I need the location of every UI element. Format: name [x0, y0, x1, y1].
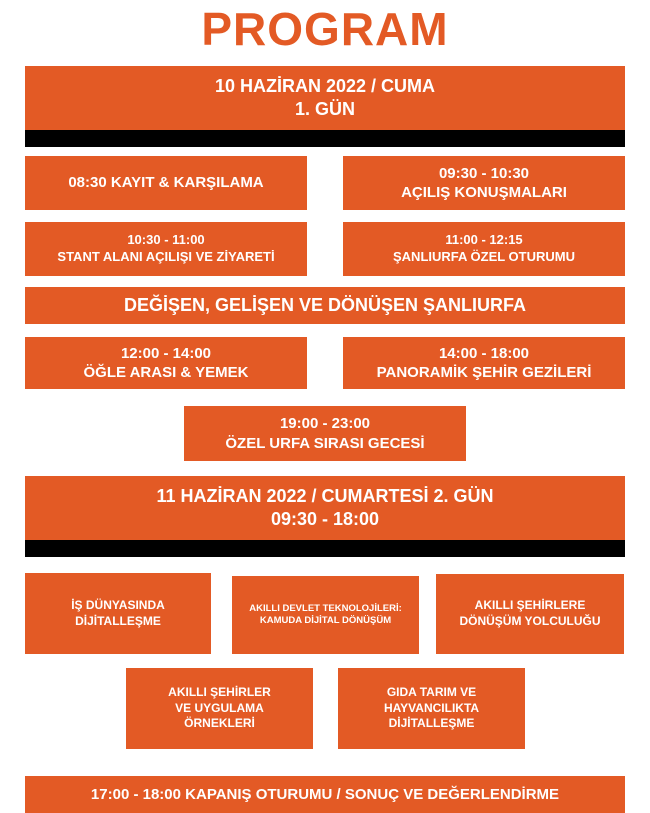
topic-smart-government	[232, 576, 419, 654]
day1-label: 1. GÜN	[294, 99, 355, 119]
day1-divider	[25, 130, 625, 147]
session-title: STANT ALANI AÇILIŞI VE ZİYARETİ	[57, 249, 275, 264]
topic-agri-digitalization	[338, 668, 525, 749]
day2-hours: 09:30 - 18:00	[270, 509, 380, 529]
session-time: 19:00 - 23:00	[279, 415, 371, 432]
day1-date: 10 HAZİRAN 2022 / CUMA	[214, 75, 436, 96]
topic-line: HAYVANCILIKTA	[383, 700, 480, 715]
topic-business-digitalization	[25, 573, 211, 654]
session-lunch	[25, 337, 307, 389]
page-title: PROGRAM	[201, 3, 449, 55]
session-evening	[184, 406, 466, 461]
day2-date: 11 HAZİRAN 2022 / CUMARTESİ 2. GÜN	[156, 485, 494, 506]
topic-line: ÖRNEKLERİ	[184, 716, 255, 731]
session-time: 10:30 - 11:00	[127, 232, 205, 248]
session-registration	[25, 156, 307, 210]
session-time: 08:30 KAYIT & KARŞILAMA	[68, 174, 264, 192]
session-time: 12:00 - 14:00	[120, 344, 212, 362]
session-title: ŞANLIURFA ÖZEL OTURUMU	[393, 249, 575, 264]
session-city-tours	[343, 337, 625, 389]
closing-session	[25, 776, 625, 813]
session-title: AÇILIŞ KONUŞMALARI	[401, 184, 567, 201]
day1-header	[25, 66, 625, 130]
theme-text: DEĞİŞEN, GELİŞEN VE DÖNÜŞEN ŞANLIURFA	[123, 294, 527, 315]
day1-theme	[25, 287, 625, 324]
day2-divider	[25, 540, 625, 557]
topic-line: İŞ DÜNYASINDA	[71, 597, 165, 612]
topic-line: AKILLI ŞEHİRLERE	[474, 598, 586, 613]
topic-smart-city-examples	[126, 668, 313, 749]
session-title: PANORAMİK ŞEHİR GEZİLERİ	[376, 364, 592, 381]
topic-line: DİJİTALLEŞME	[388, 716, 475, 731]
topic-line: GIDA TARIM VE	[386, 685, 477, 700]
topic-line: DÖNÜŞÜM YOLCULUĞU	[459, 614, 601, 628]
topic-line: KAMUDA DİJİTAL DÖNÜŞÜM	[259, 615, 392, 626]
topic-line: AKILLI ŞEHİRLER	[168, 685, 271, 700]
session-title: ÖZEL URFA SIRASI GECESİ	[225, 434, 425, 452]
session-stand-opening	[25, 222, 307, 276]
session-title: ÖĞLE ARASI & YEMEK	[83, 364, 249, 381]
closing-text: 17:00 - 18:00 KAPANIŞ OTURUMU / SONUÇ VE DEĞERLENDİRME	[90, 785, 560, 803]
topic-line: AKILLI DEVLET TEKNOLOJİLERİ:	[249, 602, 402, 614]
topic-line: DİJİTALLEŞME	[75, 613, 161, 628]
session-time: 09:30 - 10:30	[438, 164, 530, 182]
day2-header	[25, 476, 625, 540]
session-opening-speeches	[343, 156, 625, 210]
topic-line: VE UYGULAMA	[175, 700, 264, 715]
session-sanliurfa-special	[343, 222, 625, 276]
session-time: 14:00 - 18:00	[438, 344, 530, 362]
session-time: 11:00 - 12:15	[445, 232, 523, 248]
topic-smart-city-journey	[436, 574, 624, 654]
